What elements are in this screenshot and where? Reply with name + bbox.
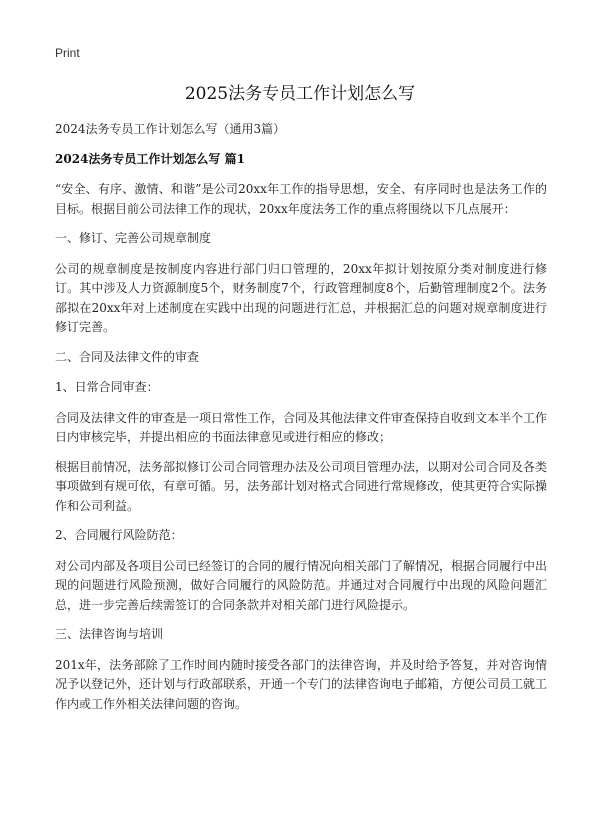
print-link[interactable]: Print (55, 46, 80, 60)
paragraph-intro: “安全、有序、激情、和谐”是公司20xx年工作的指导思想，安全、有序同时也是法务工作的目标。根据目前公司法律工作的现状，20xx年度法务工作的重点将围绕以下几点展开： (55, 182, 547, 216)
section-title: 2024法务专员工作计划怎么写 篇1 (55, 152, 245, 166)
document-subtitle: 2024法务专员工作计划怎么写（通用3篇） (55, 122, 286, 136)
document-body (55, 180, 547, 724)
page-title: 2025法务专员工作计划怎么写 (184, 84, 416, 104)
paragraph-rules-revision: 公司的规章制度是按制度内容进行部门归口管理的，20xx年拟计划按原分类对制度进行修订。其中涉及人力资源制度5个，财务制度7个，行政管理制度8个，后勤管理制度2个。法务部拟在20xx年对上述制度在实践中出现的问题进行汇总，并根据汇总的问题对规章制度进行修订完善。 (55, 261, 547, 334)
paragraph-daily-review: 合同及法律文件的审查是一项日常性工作，合同及其他法律文件审查保持自收到文本半个工作日内审核完毕，并提出相应的书面法律意见或进行相应的修改； (55, 410, 548, 444)
paragraph-legal-consulting: 201x年，法务部除了工作时间内随时接受各部门的法律咨询，并及时给予答复，并对咨询情况予以登记外，还计划与行政部联系，开通一个专门的法律咨询电子邮箱，方便公司员工就工作内或工作外相关法律问题的咨询。 (55, 657, 548, 711)
paragraph-risk-prevention: 对公司内部及各项目公司已经签订的合同的履行情况向相关部门了解情况，根据合同履行中出现的问题进行风险预测，做好合同履行的风险防范。并通过对合同履行中出现的风险问题汇总，进一步完善后续需签订的合同条款并对相关部门进行风险提示。 (55, 558, 548, 612)
heading-contract-review: 二、合同及法律文件的审查 (55, 349, 200, 364)
heading-legal-consulting: 三、法律咨询与培训 (55, 627, 164, 641)
heading-daily-review: 1、日常合同审查： (55, 380, 159, 394)
heading-risk-prevention: 2、合同履行风险防范： (55, 528, 183, 542)
heading-rules-revision: 一、修订、完善公司规章制度 (55, 231, 212, 245)
paragraph-contract-management: 根据目前情况，法务部拟修订公司合同管理办法及公司项目管理办法，以期对公司合同及各类事项做到有规可依，有章可循。另，法务部计划对格式合同进行常规修改，使其更符合实际操作和公司利益。 (55, 459, 548, 513)
